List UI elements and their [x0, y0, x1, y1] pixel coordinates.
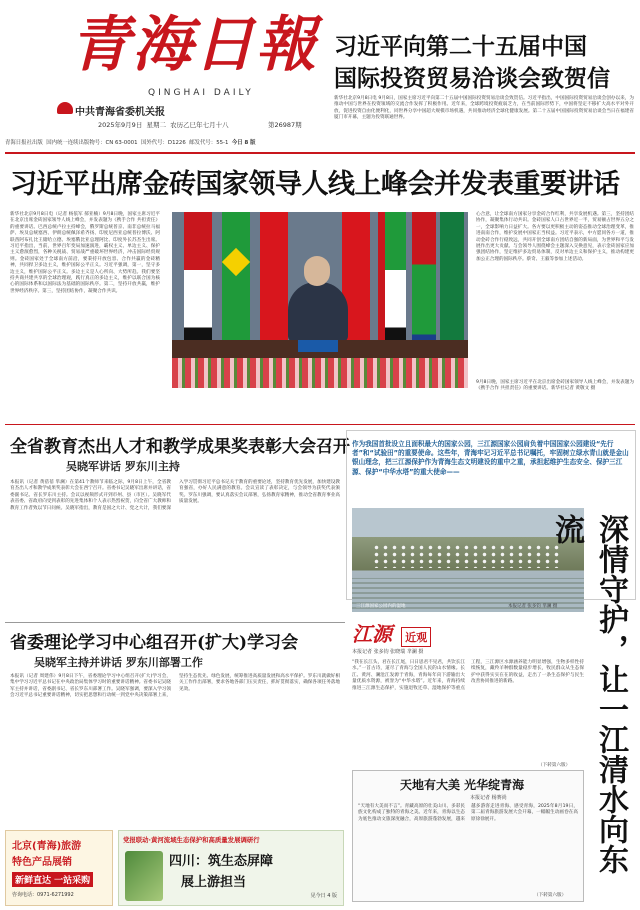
column-brand-text: 江源 [352, 622, 392, 646]
masthead-rule [5, 152, 635, 154]
river-icon [125, 851, 163, 901]
mail-code: 国外代号：D1226 [140, 140, 186, 146]
feature-intro: 作为我国首批设立且面积最大的国家公园，三江源国家公园肩负着中国国家公园建设“先行者”和“试验田”的重要使命。这些年，青海牢记习近平总书记嘱托，牢固树立绿水青山就是金山银山理念，把三江源保护作为青海生态文明建设的重中之重，承担起维护生态安全、保护三江源、保护“中华水塔”的重大使命—— [352, 440, 629, 476]
top-headline-1: 习近平向第二十五届中国 [334, 33, 587, 60]
column-name: 近观 [401, 627, 431, 647]
mini-turn: （下转第六版） [534, 893, 567, 898]
section-rule-2 [5, 622, 345, 623]
feature-photo-credit: 本报记者 张多钧 芈澜 摄 [508, 604, 558, 609]
emblem-icon [57, 102, 73, 114]
feature-turn: （下转第六版） [538, 763, 571, 768]
column-brand [352, 618, 431, 647]
date: 2025年9月9日 [98, 121, 143, 129]
mini-body: “天地有大美而不言”。青藏高原的壮美山川、多彩民族文化构成了独特的青海之美。近年来，青海以生态为底色推动文旅深度融合，高原旅游蓬勃发展，越来越多游客走进青海、感受青海，2025年8月19日，第二届青海旅游发展大会开幕，一幅幅生动画卷在高原徐徐展开。 [358, 804, 578, 822]
edu-body: 本报讯（记者 黄蓓蓓 芈澜）在第41个教师节来临之际，9月8日上午，全省教育杰出人才和教学成果奖表彰大会在西宁召开。省委书记吴晓军出席并讲话，省委副书记、省长罗东川主持。会议以视频形式开到市州、县（市区）。吴晓军代表省委、省政府向受到表彰的先进集体和个人表示热烈祝贺，向全省广大教师和教育工作者致以节日问候。吴晓军指出，教育是国之大计、党之大计，我们要深入学习贯彻习近平总书记关于教育的重要论述，坚持教育优先发展，加快建设教育强省，办好人民满意的教育。会议宣读了表彰决定，与会领导为获奖代表颁奖。罗东川强调，要认真落实会议部署，弘扬教育家精神，推动全省教育事业高质量发展。 [10, 480, 340, 511]
edu-subhead: 吴晓军讲话 罗东川主持 [66, 460, 180, 473]
feature-photo-caption: 三江源国家公园内的湿地 [356, 604, 406, 609]
issue-number: 第26987期 [268, 121, 302, 129]
feature-byline: 本报记者 张多钧 张晓瑞 芈澜 摄 [352, 649, 424, 655]
ad-banner [5, 830, 113, 906]
masthead-meta [5, 138, 325, 146]
lunar-date: 农历乙巳年七月十八 [170, 121, 229, 129]
top-headline-2: 国际投资贸易洽谈会致贺信 [334, 65, 610, 92]
name-plate [298, 340, 338, 352]
cranes-flock [372, 544, 562, 568]
weekday: 星期二 [146, 121, 166, 129]
speaker-head [304, 256, 330, 286]
section-rule-1 [5, 424, 635, 425]
main-headline: 习近平出席金砖国家领导人线上峰会并发表重要讲话 [10, 169, 620, 200]
masthead-pinyin: QINGHAI DAILY [148, 88, 254, 98]
feature-body: “我在长江头，君在长江尾，日日思君不见君，共饮长江水。”一首古诗，道尽了青海与全国人民的山水情缘。长江、黄河、澜沧江发源于青海，青海每年向下游输出大量优质水资源，被誉为“中华水塔”。近年来，青海持续推进三江源生态保护，实施退牧还草、湿地保护等重点工程，三江源区水源涵养能力明显增强，生物多样性持续恢复，藏羚羊种群数量稳步增长，牧民群众从生态保护中获得实实在在的收益，走出了一条生态保护与民生改善协同推进的新路。 [352, 660, 584, 691]
masthead-logo [70, 4, 340, 86]
masthead-title: 青海日報 [70, 10, 318, 80]
party-strip[interactable] [118, 830, 344, 906]
ad-slogan: 新鲜直达 一站采购 [12, 872, 93, 887]
page-count: 今日 8 版 [231, 140, 256, 146]
masthead-subtitle: 中共青海省委机关报 [75, 107, 165, 118]
masthead-date [98, 120, 229, 129]
cn-number: 国内统一连续出版物号：CN 63-0001 [46, 140, 138, 146]
party-pageref[interactable]: 见今日 4 版 [310, 893, 337, 899]
main-photo [172, 212, 468, 388]
top-story-body: 新华社北京9月8日电 9月8日，国家主席习近平向第二十五届中国国际投资贸易洽谈会致贺信。习近平指出，中国国际投资贸易洽谈会创办以来，为推动中国与世界在投资领域的交流合作发挥了积极作用。近年来，全球跨境投资疲弱乏力，在当前国际形势下，中国将坚定不移扩大高水平对外开放，促进投资自由化便利化，同世界分享中国超大规模市场机遇，共同推动经济全球化健康发展。第二十五届中国国际投资贸易洽谈会当日在福建省厦门市开幕，主题为投资联通世界。 [334, 96, 634, 121]
main-story-body-left: 新华社北京9月8日电（记者 杨依军 郝亚楠）9月8日晚，国家主席习近平在北京出席金砖国家领导人线上峰会，并发表题为《携手合作 共担责任》的重要讲话。巴西总统卢拉主持峰会，俄罗斯总统普京、南非总统拉马福萨、埃及总统塞西、伊朗总统佩泽希齐扬、印度尼西亚总统普拉博沃、阿联酋阿布扎比王储哈立德、埃塞俄比亚总理阿比、印度外长苏杰生出席。习近平指出，当前，世界百年变局加速演进，霸权主义、单边主义、保护主义愈演愈烈，各种关税战、贸易战严重破坏世界经济，冲击国际经贸规则。金砖国家处于全球南方前沿，要秉持开放包容、合作共赢的金砖精神，共同捍卫多边主义，维护国际公平正义。习近平强调，第一，坚守多边主义，维护国际公平正义。多边主义是人心所向、大势所趋。我们要坚持共商共建共享的全球治理观，践行真正的多边主义，维护以联合国为核心的国际体系和以国际法为基础的国际秩序。第二，坚持开放共赢，维护世界经济秩序。第三，坚持团结协作，凝聚合作共识。 [10, 212, 160, 294]
party-headline: 四川：筑生态屏障 [169, 854, 274, 869]
party-badge: 党报联动·黄河流域生态保护和高质量发展调研行 [123, 836, 260, 844]
study-body: 本报讯（记者 周建伟）9月8日下午，省委理论学习中心组召开(扩大)学习会，集中学习习近平总书记在中央政治局集体学习时的重要讲话精神。省委书记吴晓军主持并讲话，省委副书记、省长罗东川部署工作。吴晓军强调，要深入学习领会习近平总书记重要讲话精神，切实把思想和行动统一到党中央决策部署上来，坚持生态优先、绿色发展，统筹推进高质量发展和高水平保护。罗东川就做好相关工作作出部署，要求各地各部门压实责任，抓好贯彻落实，确保各项任务落地见效。 [10, 674, 340, 699]
mini-headline: 天地有大美 光华绽青海 [400, 778, 525, 792]
feature-vertical-title: 深情守护，让一江清水向东流 [549, 514, 628, 874]
edu-headline: 全省教育杰出人才和教学成果奖表彰大会召开 [10, 437, 350, 457]
speaker-figure [288, 282, 348, 342]
study-headline: 省委理论学习中心组召开(扩大)学习会 [10, 633, 299, 653]
mini-byline: 本报记者 杨赛尚 [470, 795, 507, 801]
ad-headline-1: 北京(青海)旅游 [12, 841, 82, 852]
ad-headline-2: 特色产品展销 [12, 857, 72, 868]
ad-phone: 咨询电话：0971-6271992 [12, 892, 74, 898]
party-headline-2: 展上游担当 [181, 875, 247, 890]
main-story-body-right: 心合意，让全球南方国家分享金砖合作红利，共享发展机遇。第三，坚持团结协作，凝聚集体行动共识。金砖国家人口占世界近一半，贸易额占世界五分之一，全球影响力日益扩大。各方要以更积极主动的姿态推动全球治理变革，推进南南合作，维护发展中国家正当权益。习近平表示，中方愿同各方一道，推动金砖合作行稳致远，共同开创全球南方团结自强的新局面，为世界和平与发展作出更大贡献。与会领导人围绕峰会主题深入交换意见，表示金砖国家应加强团结协作，坚定维护多边贸易体制，反对单边主义和保护主义，推动构建更加公正合理的国际秩序。蔡奇、王毅等参加上述活动。 [476, 212, 634, 262]
post-code: 邮发代号：55-1 [189, 140, 229, 146]
flower-bed [172, 358, 468, 388]
publisher: 青海日报社出版 [5, 140, 43, 146]
main-photo-caption: 9月8日晚，国家主席习近平在北京出席金砖国家领导人线上峰会，并发表题为《携手合作 共担责任》的重要讲话。新华社记者 黄敬文 摄 [476, 380, 634, 392]
study-subhead: 吴晓军主持并讲话 罗东川部署工作 [34, 656, 203, 669]
